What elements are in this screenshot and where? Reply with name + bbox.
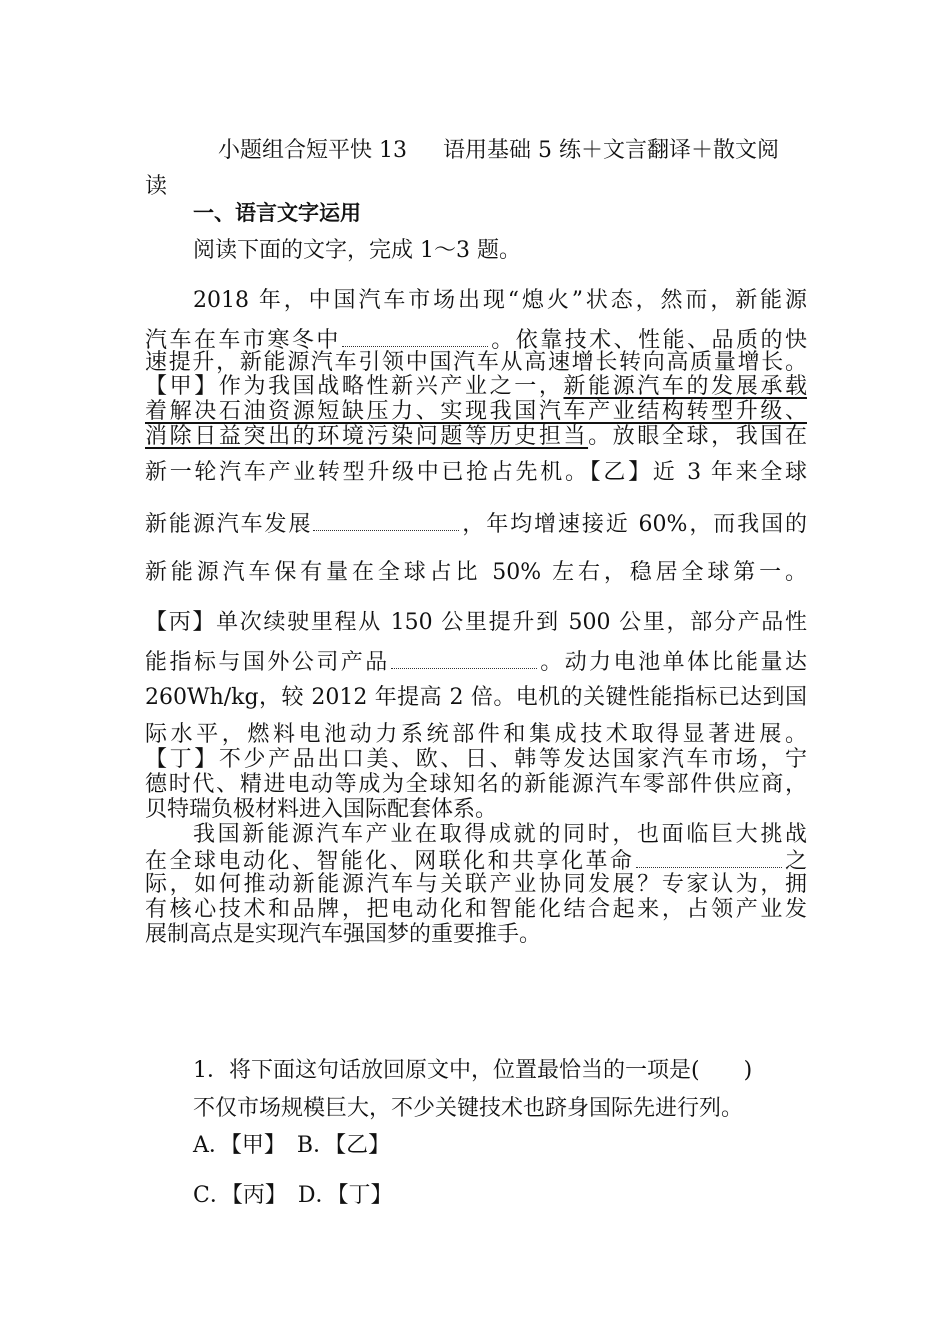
question-1-options-row-2	[193, 1183, 393, 1209]
title-part-a: 小题组合短平快 13	[218, 138, 407, 163]
passage-line-17: 我国新能源汽车产业在取得成就的同时，也面临巨大挑战	[193, 822, 807, 847]
passage-line-3: 速提升，新能源汽车引领中国汽车从高速增长转向高质量增长。	[145, 350, 807, 375]
passage-line-6: 消除日益突出的环境污染问题等历史担当。放眼全球，我国在	[145, 424, 807, 449]
title-line-1	[218, 138, 779, 164]
question-1-stem: 1．将下面这句话放回原文中，位置最恰当的一项是( )	[193, 1058, 753, 1083]
passage-line-18: 在全球电动化、智能化、网联化和共享化革命 之	[145, 849, 807, 874]
passage-line-12: 260Wh/kg，较 2012 年提高 2 倍。电机的关键性能指标已达到国	[145, 685, 807, 710]
passage-line-16: 贝特瑞负极材料进入国际配套体系。	[145, 797, 498, 822]
passage-line-20: 有核心技术和品牌，把电动化和智能化结合起来，占领产业发	[145, 897, 807, 922]
underlined-sentence-part-3: 消除日益突出的环境污染问题等历史担当	[145, 424, 589, 449]
answer-blank-3[interactable]	[391, 648, 537, 669]
passage-line-14: 【丁】不少产品出口美、欧、日、韩等发达国家汽车市场，宁	[145, 747, 807, 772]
passage-line-4: 【甲】作为我国战略性新兴产业之一，新能源汽车的发展承载	[145, 374, 807, 399]
answer-blank-4[interactable]	[636, 847, 782, 868]
passage-line-10: 【丙】单次续驶里程从 150 公里提升到 500 公里，部分产品性	[145, 610, 807, 635]
intro-text: 阅读下面的文字，完成 1～3 题。	[193, 238, 521, 263]
passage-line-11: 能指标与国外公司产品 。动力电池单体比能量达	[145, 650, 807, 675]
passage-line-1: 2018 年，中国汽车市场出现“熄火”状态，然而，新能源	[193, 288, 807, 313]
passage-line-7: 新一轮汽车产业转型升级中已抢占先机。【乙】近 3 年来全球	[145, 460, 807, 485]
question-1-options-row-1	[193, 1133, 390, 1159]
option-d[interactable]: D．【丁】	[297, 1183, 393, 1208]
title-part-b: 语用基础 5 练＋文言翻译＋散文阅	[443, 138, 779, 163]
option-b[interactable]: B．【乙】	[296, 1133, 391, 1158]
answer-blank-2[interactable]	[313, 510, 459, 531]
passage-line-13: 际水平，燃料电池动力系统部件和集成技术取得显著进展。	[145, 722, 807, 747]
passage-line-2: 汽车在车市寒冬中 。依靠技术、性能、品质的快	[145, 328, 807, 353]
underlined-sentence-part-1: 新能源汽车的发展承载	[563, 374, 807, 399]
passage-line-5: 着解决石油资源短缺压力、实现我国汽车产业结构转型升级、	[145, 399, 807, 424]
option-c[interactable]: C．【丙】	[193, 1183, 276, 1208]
passage-line-19: 际，如何推动新能源汽车与关联产业协同发展？专家认为，拥	[145, 872, 807, 897]
passage-line-9: 新能源汽车保有量在全球占比 50% 左右，稳居全球第一。	[145, 560, 807, 585]
section-heading: 一、语言文字运用	[193, 201, 361, 225]
passage-line-15: 德时代、精进电动等成为全球知名的新能源汽车零部件供应商，	[145, 772, 807, 797]
answer-blank-1[interactable]	[342, 326, 488, 347]
passage-line-8: 新能源汽车发展 ，年均增速接近 60%，而我国的	[145, 512, 807, 537]
title-line-2: 读	[145, 174, 168, 199]
option-a[interactable]: A．【甲】	[193, 1133, 275, 1158]
question-1-sentence: 不仅市场规模巨大，不少关键技术也跻身国际先进行列。	[193, 1096, 744, 1121]
passage-line-21: 展制高点是实现汽车强国梦的重要推手。	[145, 922, 542, 947]
